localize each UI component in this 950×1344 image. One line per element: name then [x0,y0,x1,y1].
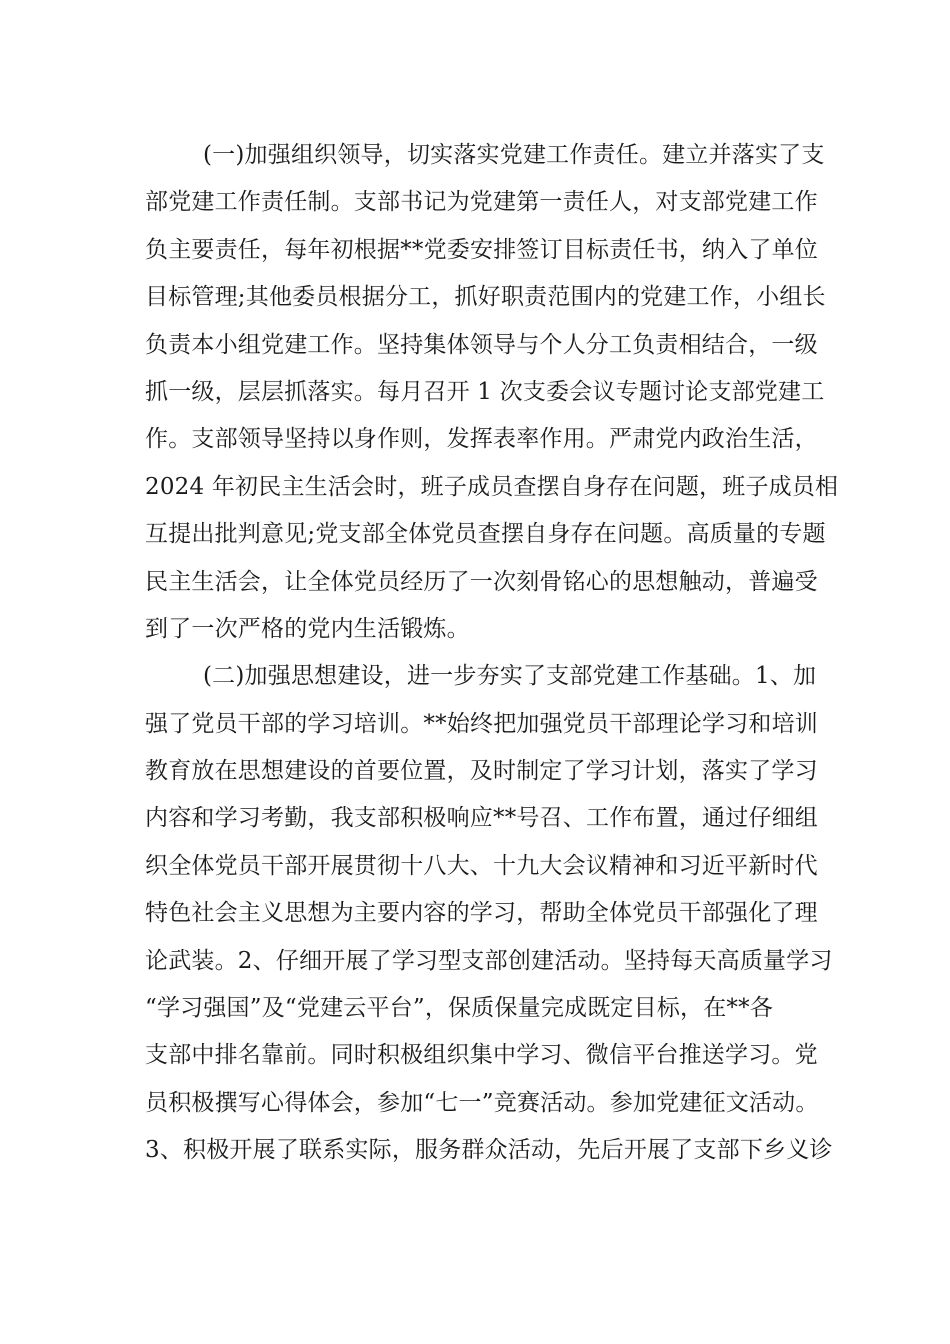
paragraph-line: 互提出批判意见;党支部全体党员查摆自身存在问题。高质量的专题 [145,521,826,548]
paragraph-line: 部党建工作责任制。支部书记为党建第一责任人，对支部党建工作 [145,189,818,216]
paragraph-line: “学习强国”及“党建云平台”，保质保量完成既定目标，在**各 [145,995,774,1022]
paragraph-line: 3、积极开展了联系实际，服务群众活动，先后开展了支部下乡义诊 [145,1137,833,1164]
paragraph-line: 民主生活会，让全体党员经历了一次刻骨铭心的思想触动，普遍受 [145,568,818,595]
paragraph-line: 特色社会主义思想为主要内容的学习，帮助全体党员干部强化了理 [145,900,818,927]
paragraph-line: 目标管理;其他委员根据分工，抓好职责范围内的党建工作，小组长 [145,284,826,311]
paragraph-line: 负责本小组党建工作。坚持集体领导与个人分工负责相结合，一级 [145,331,818,358]
paragraph-2 [145,653,833,1174]
paragraph-1 [145,132,839,653]
paragraph-line: 员积极撰写心得体会，参加“七一”竞赛活动。参加党建征文活动。 [145,1089,819,1116]
paragraph-line: 论武装。2、仔细开展了学习型支部创建活动。坚持每天高质量学习 [145,947,833,974]
paragraph-line: 负主要责任，每年初根据**党委安排签订目标责任书，纳入了单位 [145,236,818,263]
paragraph-line: 内容和学习考勤，我支部积极响应**号召、工作布置，通过仔细组 [145,805,818,832]
paragraph-line: 2024 年初民主生活会时，班子成员查摆自身存在问题，班子成员相 [145,473,839,500]
paragraph-line: 到了一次严格的党内生活锻炼。 [145,615,470,642]
paragraph-line: 支部中排名靠前。同时积极组织集中学习、微信平台推送学习。党 [145,1042,818,1069]
paragraph-line: 抓一级，层层抓落实。每月召开 1 次支委会议专题讨论支部党建工 [145,378,825,405]
paragraph-line: 教育放在思想建设的首要位置，及时制定了学习计划，落实了学习 [145,758,818,785]
paragraph-line: 强了党员干部的学习培训。**始终把加强党员干部理论学习和培训 [145,710,818,737]
paragraph-line: 作。支部领导坚持以身作则，发挥表率作用。严肃党内政治生活， [145,426,818,453]
paragraph-line: 织全体党员干部开展贯彻十八大、十九大会议精神和习近平新时代 [145,852,818,879]
document-body [145,132,839,1175]
paragraph-line: (一)加强组织领导，切实落实党建工作责任。建立并落实了支 [203,142,825,168]
paragraph-line: (二)加强思想建设，进一步夯实了支部党建工作基础。1、加 [203,663,817,690]
